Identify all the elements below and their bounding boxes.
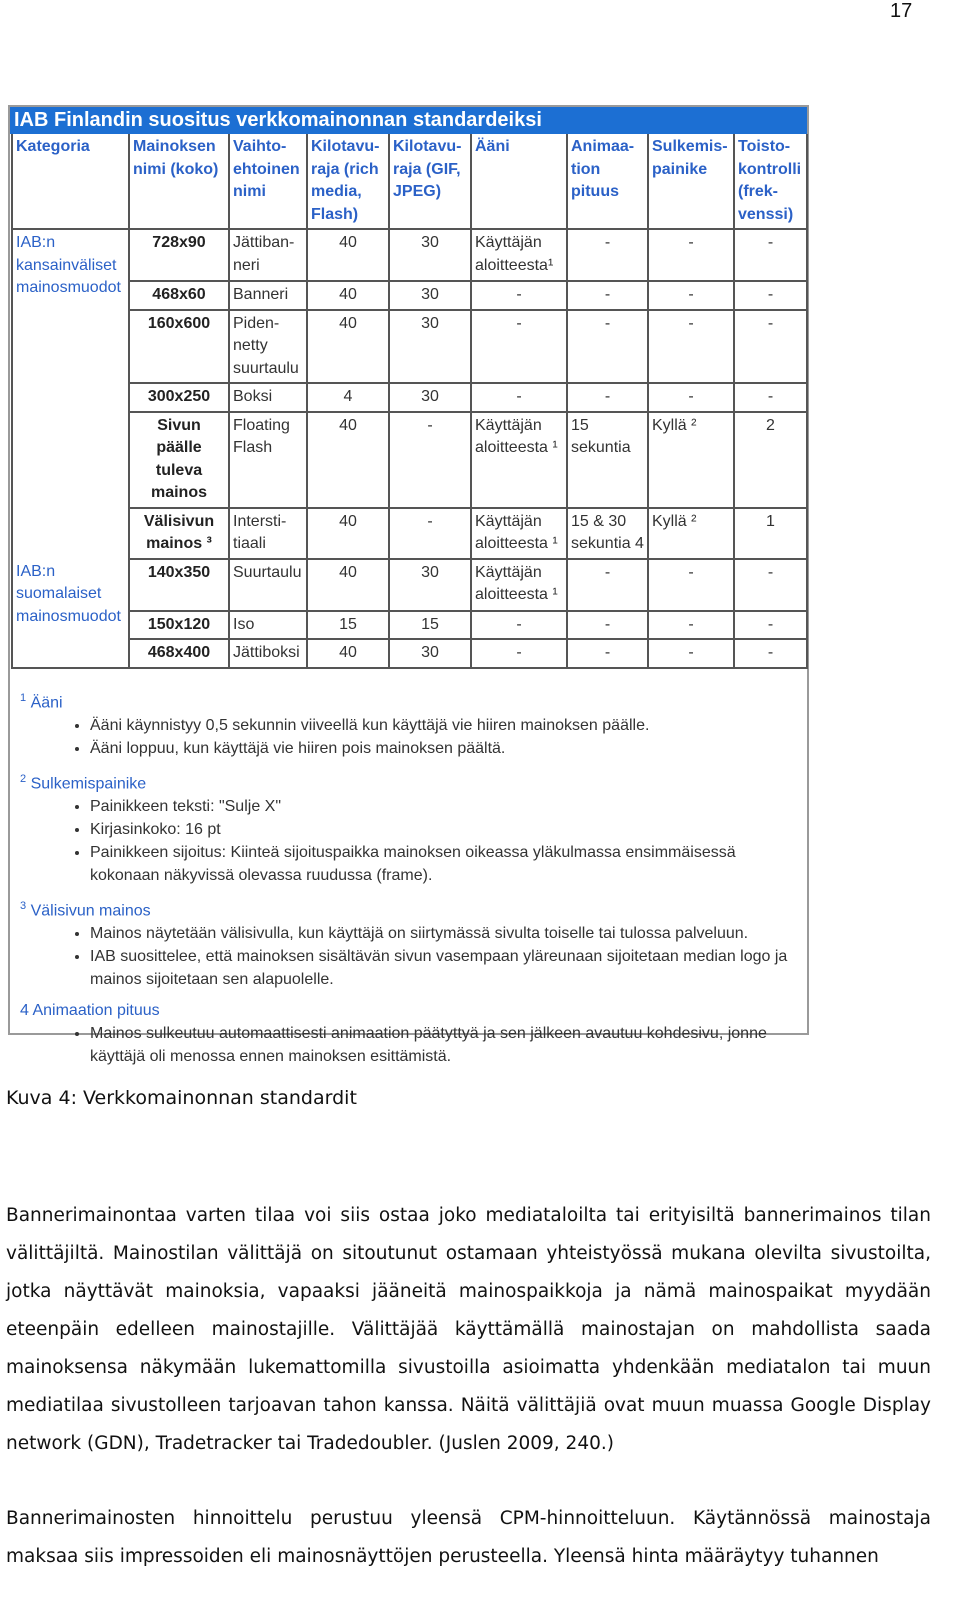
table-cell: Välisivun mainos ³ — [129, 508, 229, 559]
table-cell: Iso — [229, 611, 307, 640]
table-cell: 40 — [307, 281, 389, 310]
table-cell: - — [734, 281, 807, 310]
table-cell: 15 & 30 sekuntia 4 — [567, 508, 648, 559]
table-cell: - — [471, 383, 567, 412]
table-cell: - — [567, 559, 648, 611]
table-cell: - — [567, 639, 648, 668]
footnote-list — [20, 714, 797, 760]
table-cell: Käyttäjän aloitteesta¹ — [471, 229, 567, 281]
standards-table — [11, 134, 808, 669]
list-item: • Mainos näytetään välisivulla, kun käyttäjä on siirtymässä sivulta toiselle tai tulossa palveluun. — [90, 922, 797, 945]
table-cell: Käyttäjän aloitteesta ¹ — [471, 412, 567, 508]
table-row — [12, 508, 807, 559]
footnote-title: $^3$ Välisivun mainos — [20, 900, 151, 920]
table-cell: Intersti-tiaali — [229, 508, 307, 559]
table-cell: - — [734, 611, 807, 640]
table-cell: - — [648, 559, 734, 611]
table-cell: 40 — [307, 639, 389, 668]
table-cell: 30 — [389, 281, 471, 310]
table-cell: - — [648, 310, 734, 384]
table-cell: - — [389, 508, 471, 559]
table-row — [12, 229, 807, 281]
table-cell: - — [567, 229, 648, 281]
page-number: 17 — [890, 0, 913, 22]
table-cell: - — [734, 639, 807, 668]
figure-caption: Kuva 4: Verkkomainonnan standardit — [6, 1087, 357, 1109]
table-row — [12, 412, 807, 508]
footnote-list — [20, 1022, 797, 1068]
table-cell: 150x120 — [129, 611, 229, 640]
table-cell: Kyllä ² — [648, 508, 734, 559]
list-item: • Mainos sulkeutuu automaattisesti animaation päätyttyä ja sen jälkeen avautuu kohdesivu, jonne käyttäjä oli menossa ennen mainoksen esittämistä. — [90, 1022, 797, 1068]
table-cell: - — [389, 412, 471, 508]
table-cell: 140x350 — [129, 559, 229, 611]
table-cell: 40 — [307, 310, 389, 384]
table-cell: - — [567, 310, 648, 384]
standards-figure — [8, 105, 809, 1066]
footnote-list — [20, 922, 797, 991]
table-cell: Sivun päälle tuleva mainos — [129, 412, 229, 508]
body-paragraph: Bannerimainosten hinnoittelu perustuu yleensä CPM-hinnoitteluun. Käytännössä mainostaja maksaa siis impressoiden eli mainosnäyttöjen perusteella. Yleensä hinta määräytyy tuhannen — [6, 1508, 931, 1567]
table-cell: - — [471, 310, 567, 384]
footnote-title: $^1$ Ääni — [20, 691, 63, 711]
category-cell: IAB:n kansainväliset mainosmuodot — [12, 229, 129, 559]
footnote-title: $^2$ Sulkemispainike — [20, 772, 147, 793]
table-cell: - — [648, 281, 734, 310]
table-cell: 30 — [389, 383, 471, 412]
table-cell: - — [567, 383, 648, 412]
table-cell: Floating Flash — [229, 412, 307, 508]
table-header-row — [12, 134, 807, 229]
table-cell: - — [471, 611, 567, 640]
table-cell: - — [567, 611, 648, 640]
table-cell: Banneri — [229, 281, 307, 310]
table-cell: - — [648, 229, 734, 281]
header-cell: Vaihto-ehtoinen nimi — [229, 134, 307, 229]
table-cell: Jättiboksi — [229, 639, 307, 668]
table-row — [12, 310, 807, 384]
footnotes — [10, 669, 807, 1069]
header-cell: Animaa-tion pituus — [567, 134, 648, 229]
header-cell: Kategoria — [12, 134, 129, 229]
list-item: • Ääni käynnistyy 0,5 sekunnin viiveellä kun käyttäjä vie hiiren mainoksen päälle. — [90, 714, 797, 737]
table-cell: 40 — [307, 229, 389, 281]
table-cell: - — [648, 639, 734, 668]
table-cell: 468x60 — [129, 281, 229, 310]
list-item: • Painikkeen teksti: "Sulje X" — [90, 795, 797, 818]
figure-title: IAB Finlandin suositus verkkomainonnan standardeiksi — [10, 107, 807, 134]
table-cell: 15 — [307, 611, 389, 640]
table-row — [12, 383, 807, 412]
table-cell: 30 — [389, 229, 471, 281]
table-cell: 30 — [389, 310, 471, 384]
table-cell: - — [734, 229, 807, 281]
list-item: • Painikkeen sijoitus: Kiinteä sijoituspaikka mainoksen oikeassa yläkulmassa ensimmäisessä kokonaan näkyvissä olevassa ruudussa (frame). — [90, 841, 797, 887]
table-cell: Piden-netty suurtaulu — [229, 310, 307, 384]
header-cell: Mainoksen nimi (koko) — [129, 134, 229, 229]
table-cell: Boksi — [229, 383, 307, 412]
table-cell: - — [648, 611, 734, 640]
table-cell: 30 — [389, 559, 471, 611]
header-cell: Kilotavu-raja (rich media, Flash) — [307, 134, 389, 229]
table-cell: - — [734, 310, 807, 384]
table-cell: 40 — [307, 412, 389, 508]
footnote-list — [20, 795, 797, 887]
table-cell: Käyttäjän aloitteesta ¹ — [471, 508, 567, 559]
table-cell: - — [471, 639, 567, 668]
list-item: • IAB suosittelee, että mainoksen sisältävän sivun vasempaan yläreunaan sijoitetaan median logo ja mainos sijoitetaan sen alapuolelle. — [90, 945, 797, 991]
header-cell: Toisto-kontrolli (frek-venssi) — [734, 134, 807, 229]
table-cell: - — [648, 383, 734, 412]
table-cell: 468x400 — [129, 639, 229, 668]
table-cell: Suurtaulu — [229, 559, 307, 611]
table-cell: 15 — [389, 611, 471, 640]
table-cell: 4 — [307, 383, 389, 412]
table-cell: - — [734, 383, 807, 412]
footnote-title: 4 Animaation pituus — [20, 1002, 160, 1020]
table-row — [12, 281, 807, 310]
table-row — [12, 639, 807, 668]
table-cell: 15 sekuntia — [567, 412, 648, 508]
table-cell: 728x90 — [129, 229, 229, 281]
table-row — [12, 611, 807, 640]
table-cell: 40 — [307, 508, 389, 559]
header-cell: Sulkemis-painike — [648, 134, 734, 229]
table-row — [12, 559, 807, 611]
table-cell: - — [567, 281, 648, 310]
table-cell: 160x600 — [129, 310, 229, 384]
header-cell: Ääni — [471, 134, 567, 229]
table-cell: Kyllä ² — [648, 412, 734, 508]
table-cell: - — [734, 559, 807, 611]
list-item: • Ääni loppuu, kun käyttäjä vie hiiren pois mainoksen päältä. — [90, 737, 797, 760]
table-cell: 2 — [734, 412, 807, 508]
table-cell: 40 — [307, 559, 389, 611]
table-cell: 1 — [734, 508, 807, 559]
category-cell: IAB:n suomalaiset mainosmuodot — [12, 559, 129, 668]
list-item: • Kirjasinkoko: 16 pt — [90, 818, 797, 841]
body-paragraph: Bannerimainontaa varten tilaa voi siis ostaa joko mediataloilta tai erityisiltä bannerimainos tilan välittäjiltä. Mainostilan välittäjä on sitoutunut ostamaan yhteistyössä mukana olevilta sivustoilta, jotka näyttävät mainoksia, vapaaksi jääneitä mainospaikkoja ja nämä mainospaikat myydään eteenpäin edelleen mainostajille. Välittäjää käyttämällä mainostajan on mahdollista saada mainoksensa näkymään lukemattomilla sivustoilla asioimatta yhdenkään mediatalon tai muun mediatilaa sivustolleen tarjoavan tahon kanssa. Näitä välittäjiä ovat muun muassa Google Display network (GDN), Tradetracker tai Tradedoubler. (Juslen 2009, 240.) — [6, 1205, 931, 1454]
table-cell: - — [471, 281, 567, 310]
table-cell: Käyttäjän aloitteesta ¹ — [471, 559, 567, 611]
header-cell: Kilotavu-raja (GIF, JPEG) — [389, 134, 471, 229]
table-cell: 30 — [389, 639, 471, 668]
table-cell: Jättiban-neri — [229, 229, 307, 281]
table-cell: 300x250 — [129, 383, 229, 412]
